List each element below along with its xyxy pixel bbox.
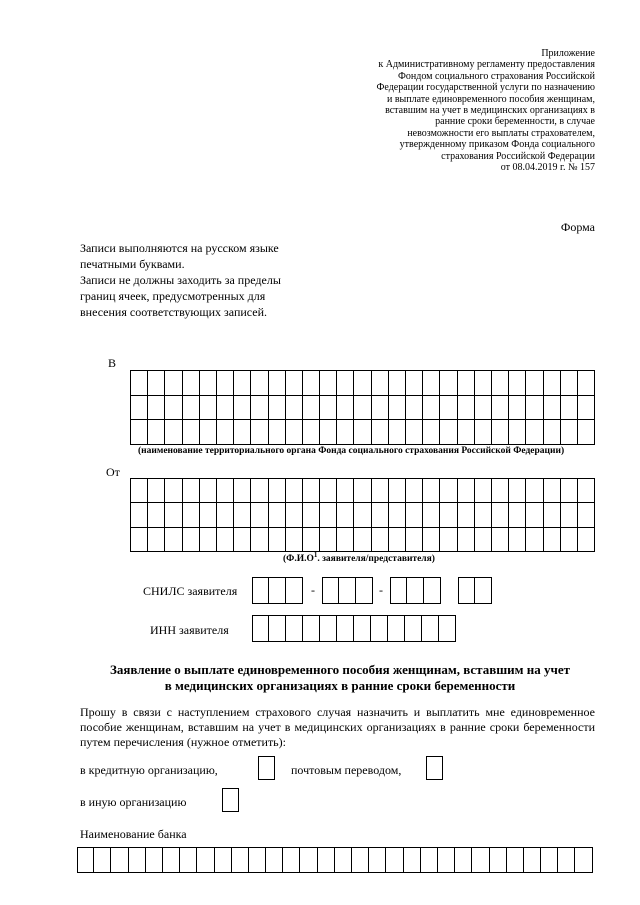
grid-cell[interactable] — [423, 503, 440, 527]
grid-cell[interactable] — [423, 420, 440, 445]
bank-cell[interactable] — [111, 847, 128, 873]
grid-cell[interactable] — [182, 420, 199, 445]
grid-cell[interactable] — [234, 479, 251, 503]
instructions-note — [80, 240, 310, 320]
grid-cell[interactable] — [526, 479, 543, 503]
grid-cell[interactable] — [337, 503, 354, 527]
footnote-marker: 1 — [313, 551, 318, 559]
grid-cell[interactable] — [285, 395, 302, 420]
grid-cell[interactable] — [337, 420, 354, 445]
bank-cell[interactable] — [197, 847, 214, 873]
grid-cell[interactable] — [165, 479, 182, 503]
grid-cell[interactable] — [406, 503, 423, 527]
grid-cell[interactable] — [440, 527, 457, 551]
grid-cell[interactable] — [371, 479, 388, 503]
grid-cell[interactable] — [354, 479, 371, 503]
grid-cell[interactable] — [577, 420, 594, 445]
bank-cell[interactable] — [352, 847, 369, 873]
bank-cell[interactable] — [369, 847, 386, 873]
grid-cell[interactable] — [423, 371, 440, 396]
statement-title — [60, 662, 620, 694]
grid-cell[interactable] — [526, 503, 543, 527]
bank-cell[interactable] — [77, 847, 94, 873]
grid-cell[interactable] — [440, 503, 457, 527]
grid-cell[interactable] — [148, 527, 165, 551]
grid-cell[interactable] — [268, 479, 285, 503]
grid-cell[interactable] — [234, 395, 251, 420]
bank-cell[interactable] — [455, 847, 472, 873]
grid-cell[interactable] — [268, 371, 285, 396]
grid-cell[interactable] — [131, 479, 148, 503]
grid-cell[interactable] — [285, 527, 302, 551]
to-grid[interactable] — [130, 370, 595, 445]
grid-cell[interactable] — [440, 420, 457, 445]
grid-cell[interactable] — [388, 395, 405, 420]
grid-cell[interactable] — [216, 420, 233, 445]
grid-cell[interactable] — [268, 503, 285, 527]
bank-cell[interactable] — [215, 847, 232, 873]
grid-cell[interactable] — [560, 479, 577, 503]
grid-cell[interactable] — [491, 371, 508, 396]
grid-cell[interactable] — [577, 479, 594, 503]
grid-cell[interactable] — [268, 527, 285, 551]
grid-cell[interactable] — [474, 479, 491, 503]
grid-cell[interactable] — [543, 371, 560, 396]
grid-cell[interactable] — [509, 503, 526, 527]
grid-cell[interactable] — [216, 479, 233, 503]
grid-cell[interactable] — [406, 395, 423, 420]
grid-cell[interactable] — [216, 527, 233, 551]
grid-cell[interactable] — [165, 420, 182, 445]
grid-cell[interactable] — [302, 371, 319, 396]
inn-cells[interactable] — [252, 615, 456, 642]
bank-cell[interactable] — [524, 847, 541, 873]
grid-cell[interactable] — [440, 479, 457, 503]
grid-cell[interactable] — [560, 395, 577, 420]
to-caption: (наименование территориального органа Фонда социального страхования Российской Федерации) — [138, 446, 565, 456]
note-line: Записи выполняются на русском языке печатными буквами. — [80, 241, 279, 271]
snils-label: СНИЛС заявителя — [143, 584, 238, 598]
grid-cell[interactable] — [199, 503, 216, 527]
grid-cell[interactable] — [474, 371, 491, 396]
grid-cell[interactable] — [457, 479, 474, 503]
grid-cell[interactable] — [457, 371, 474, 396]
grid-cell[interactable] — [234, 420, 251, 445]
grid-cell[interactable] — [491, 395, 508, 420]
appendix-line: к Административному регламенту предоставления — [378, 59, 595, 71]
grid-cell[interactable] — [526, 527, 543, 551]
grid-cell[interactable] — [199, 371, 216, 396]
grid-cell[interactable] — [165, 371, 182, 396]
grid-cell[interactable] — [148, 479, 165, 503]
grid-cell[interactable] — [560, 420, 577, 445]
grid-cell[interactable] — [216, 395, 233, 420]
grid-cell[interactable] — [337, 371, 354, 396]
grid-cell[interactable] — [560, 371, 577, 396]
grid-cell[interactable] — [388, 479, 405, 503]
grid-cell[interactable] — [337, 395, 354, 420]
note-line: Записи не должны заходить за пределы границ ячеек, предусмотренных для внесения соответствующих записей. — [80, 273, 281, 319]
grid-cell[interactable] — [285, 420, 302, 445]
grid-cell[interactable] — [474, 527, 491, 551]
from-label: От — [106, 465, 120, 479]
grid-cell[interactable] — [491, 479, 508, 503]
grid-cell[interactable] — [509, 479, 526, 503]
appendix-line: Приложение — [541, 48, 595, 59]
inn-label: ИНН заявителя — [150, 623, 229, 637]
grid-cell[interactable] — [423, 527, 440, 551]
grid-cell[interactable] — [354, 420, 371, 445]
bank-cell[interactable] — [318, 847, 335, 873]
grid-cell[interactable] — [474, 503, 491, 527]
snils-group-2[interactable] — [322, 577, 373, 604]
grid-cell[interactable] — [543, 395, 560, 420]
bank-cell[interactable] — [129, 847, 146, 873]
bank-cell[interactable] — [438, 847, 455, 873]
grid-cell[interactable] — [320, 527, 337, 551]
grid-cell[interactable] — [491, 420, 508, 445]
bank-cell[interactable] — [335, 847, 352, 873]
bank-cell[interactable] — [283, 847, 300, 873]
grid-cell[interactable] — [131, 503, 148, 527]
grid-cell[interactable] — [371, 371, 388, 396]
grid-cell[interactable] — [302, 395, 319, 420]
grid-cell[interactable] — [131, 371, 148, 396]
from-caption-post: . заявителя/представителя) — [317, 554, 435, 565]
bank-cell[interactable] — [490, 847, 507, 873]
title-line: Заявление о выплате единовременного пособия женщинам, вставшим на учет — [109, 662, 571, 677]
grid-cell[interactable] — [302, 420, 319, 445]
from-caption-pre: (Ф.И.О — [283, 554, 314, 565]
grid-cell[interactable] — [543, 503, 560, 527]
grid-cell[interactable] — [406, 479, 423, 503]
grid-cell[interactable] — [131, 420, 148, 445]
grid-cell[interactable] — [148, 420, 165, 445]
grid-cell[interactable] — [526, 371, 543, 396]
grid-cell[interactable] — [285, 503, 302, 527]
grid-cell[interactable] — [234, 527, 251, 551]
grid-cell[interactable] — [251, 420, 268, 445]
snils-group-3[interactable] — [390, 577, 441, 604]
grid-cell[interactable] — [131, 395, 148, 420]
grid-cell[interactable] — [543, 479, 560, 503]
grid-cell[interactable] — [388, 503, 405, 527]
grid-cell[interactable] — [406, 527, 423, 551]
bank-cell[interactable] — [558, 847, 575, 873]
appendix-line: Федерации государственной услуги по назначению — [376, 82, 595, 94]
bank-cell[interactable] — [300, 847, 317, 873]
grid-cell[interactable] — [182, 371, 199, 396]
grid-cell[interactable] — [337, 527, 354, 551]
appendix-line: вставшим на учет в медицинских организациях в — [385, 105, 595, 117]
snils-group-4[interactable] — [458, 577, 492, 604]
bank-cell[interactable] — [266, 847, 283, 873]
grid-cell[interactable] — [457, 503, 474, 527]
appendix-line: ранние сроки беременности, в случае — [435, 116, 595, 128]
bank-cell[interactable] — [404, 847, 421, 873]
form-label: Форма — [560, 220, 595, 234]
grid-cell[interactable] — [165, 395, 182, 420]
snils-separator: - — [379, 583, 383, 597]
grid-cell[interactable] — [131, 527, 148, 551]
grid-cell[interactable] — [148, 371, 165, 396]
bank-cell[interactable] — [421, 847, 438, 873]
grid-cell[interactable] — [199, 395, 216, 420]
option-postal-label: почтовым переводом, — [291, 763, 402, 777]
bank-name-cells[interactable] — [77, 847, 593, 873]
grid-cell[interactable] — [491, 527, 508, 551]
grid-cell[interactable] — [337, 479, 354, 503]
grid-cell[interactable] — [388, 371, 405, 396]
grid-cell[interactable] — [371, 395, 388, 420]
grid-cell[interactable] — [440, 395, 457, 420]
bank-cell[interactable] — [146, 847, 163, 873]
grid-cell[interactable] — [234, 371, 251, 396]
grid-cell[interactable] — [406, 371, 423, 396]
grid-cell[interactable] — [457, 527, 474, 551]
grid-cell[interactable] — [199, 479, 216, 503]
grid-cell[interactable] — [526, 420, 543, 445]
title-line: в медицинских организациях в ранние сроки беременности — [164, 678, 516, 693]
grid-cell[interactable] — [199, 420, 216, 445]
grid-cell[interactable] — [302, 479, 319, 503]
grid-cell[interactable] — [302, 503, 319, 527]
grid-cell[interactable] — [251, 479, 268, 503]
grid-cell[interactable] — [388, 420, 405, 445]
option-postal-checkbox[interactable] — [426, 756, 443, 780]
grid-cell[interactable] — [182, 479, 199, 503]
grid-cell[interactable] — [543, 420, 560, 445]
grid-cell[interactable] — [423, 479, 440, 503]
grid-cell[interactable] — [285, 479, 302, 503]
grid-cell[interactable] — [457, 420, 474, 445]
grid-cell[interactable] — [354, 527, 371, 551]
appendix-line: утвержденному приказом Фонда социального — [399, 139, 595, 151]
grid-cell[interactable] — [371, 527, 388, 551]
appendix-line: страхования Российской Федерации — [441, 150, 595, 162]
option-credit-org-checkbox[interactable] — [258, 756, 275, 780]
bank-cell[interactable] — [249, 847, 266, 873]
grid-cell[interactable] — [577, 527, 594, 551]
grid-cell[interactable] — [251, 395, 268, 420]
grid-cell[interactable] — [165, 527, 182, 551]
grid-cell[interactable] — [491, 503, 508, 527]
grid-cell[interactable] — [577, 503, 594, 527]
grid-cell[interactable] — [354, 503, 371, 527]
grid-cell[interactable] — [509, 420, 526, 445]
bank-cell[interactable] — [386, 847, 403, 873]
grid-cell[interactable] — [509, 371, 526, 396]
grid-cell[interactable] — [423, 395, 440, 420]
bank-label: Наименование банка — [80, 827, 187, 841]
grid-cell[interactable] — [543, 527, 560, 551]
bank-cell[interactable] — [94, 847, 111, 873]
grid-cell[interactable] — [474, 395, 491, 420]
grid-cell[interactable] — [320, 371, 337, 396]
bank-cell[interactable] — [575, 847, 592, 873]
request-paragraph: Прошу в связи с наступлением страхового случая назначить и выплатить мне единовременное пособие женщинам, вставшим на учет в медицинских организациях в ранние сроки беременности путем перечисления (нужное отметить): — [80, 705, 595, 749]
grid-cell[interactable] — [251, 371, 268, 396]
grid-cell[interactable] — [406, 420, 423, 445]
bank-cell[interactable] — [472, 847, 489, 873]
grid-cell[interactable] — [371, 503, 388, 527]
appendix-line: невозможности его выплаты страхователем, — [407, 127, 595, 139]
grid-cell[interactable] — [354, 395, 371, 420]
appendix-block — [376, 48, 595, 173]
grid-cell[interactable] — [268, 395, 285, 420]
grid-cell[interactable] — [182, 503, 199, 527]
grid-cell[interactable] — [371, 420, 388, 445]
snils-separator: - — [311, 583, 315, 597]
grid-cell[interactable] — [474, 420, 491, 445]
appendix-line: Фондом социального страхования Российской — [397, 70, 595, 82]
grid-cell[interactable] — [251, 503, 268, 527]
grid-cell[interactable] — [148, 503, 165, 527]
option-credit-org-label: в кредитную организацию, — [80, 763, 218, 777]
grid-cell[interactable] — [285, 371, 302, 396]
grid-cell[interactable] — [354, 371, 371, 396]
grid-cell[interactable] — [148, 395, 165, 420]
grid-cell[interactable] — [440, 371, 457, 396]
grid-cell[interactable] — [577, 371, 594, 396]
from-grid[interactable] — [130, 478, 595, 552]
grid-cell[interactable] — [182, 527, 199, 551]
grid-cell[interactable] — [509, 395, 526, 420]
snils-group-1[interactable] — [252, 577, 303, 604]
grid-cell[interactable] — [320, 479, 337, 503]
grid-cell[interactable] — [216, 371, 233, 396]
option-other-org-label: в иную организацию — [80, 795, 187, 809]
bank-cell[interactable] — [541, 847, 558, 873]
grid-cell[interactable] — [216, 503, 233, 527]
appendix-line: и выплате единовременного пособия женщинам, — [386, 93, 595, 105]
appendix-line: от 08.04.2019 г. № 157 — [500, 162, 595, 174]
grid-cell[interactable] — [165, 503, 182, 527]
grid-cell[interactable] — [388, 527, 405, 551]
grid-cell[interactable] — [560, 503, 577, 527]
grid-cell[interactable] — [320, 503, 337, 527]
grid-cell[interactable] — [302, 527, 319, 551]
grid-cell[interactable] — [234, 503, 251, 527]
bank-cell[interactable] — [180, 847, 197, 873]
grid-cell[interactable] — [560, 527, 577, 551]
bank-cell[interactable] — [232, 847, 249, 873]
grid-cell[interactable] — [457, 395, 474, 420]
grid-cell[interactable] — [320, 420, 337, 445]
grid-cell[interactable] — [526, 395, 543, 420]
option-other-org-checkbox[interactable] — [222, 788, 239, 812]
grid-cell[interactable] — [251, 527, 268, 551]
from-caption — [283, 551, 435, 564]
grid-cell[interactable] — [509, 527, 526, 551]
grid-cell[interactable] — [268, 420, 285, 445]
grid-cell[interactable] — [320, 395, 337, 420]
bank-cell[interactable] — [507, 847, 524, 873]
to-label: В — [108, 356, 117, 370]
grid-cell[interactable] — [199, 527, 216, 551]
grid-cell[interactable] — [182, 395, 199, 420]
grid-cell[interactable] — [577, 395, 594, 420]
bank-cell[interactable] — [163, 847, 180, 873]
